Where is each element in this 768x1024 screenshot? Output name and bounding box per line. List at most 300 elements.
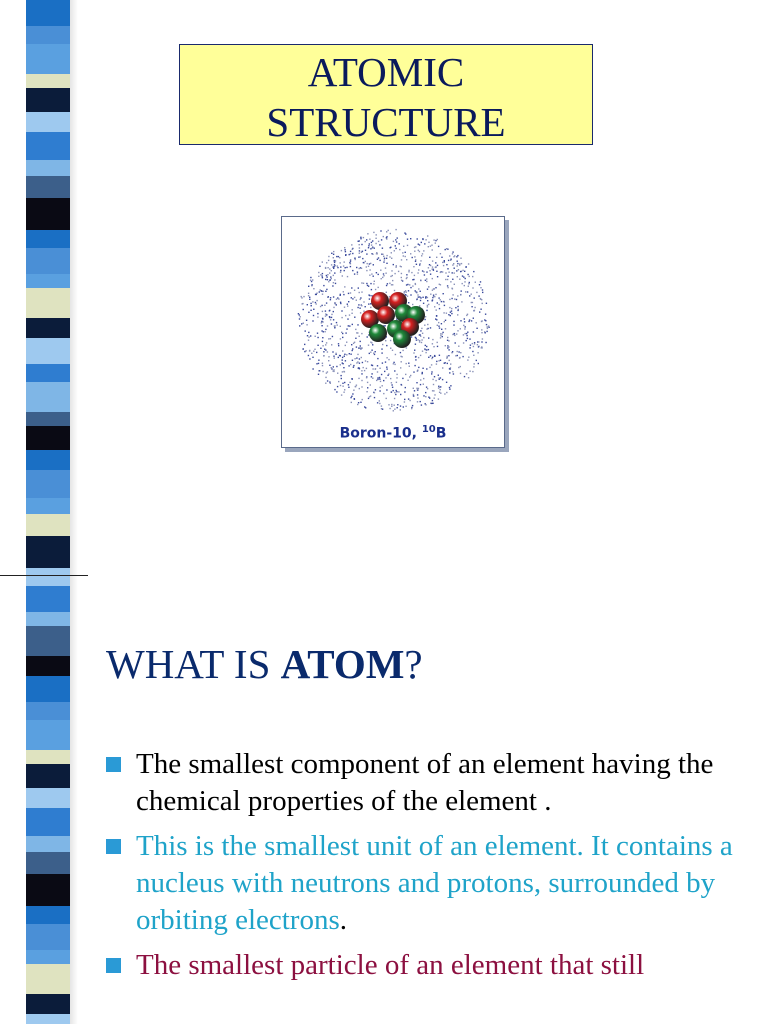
electron-cloud-dot	[300, 316, 301, 317]
electron-cloud-dot	[379, 400, 380, 401]
electron-cloud-dot	[449, 307, 450, 308]
electron-cloud-dot	[472, 276, 473, 277]
electron-cloud-dot	[331, 368, 332, 369]
electron-cloud-dot	[395, 354, 396, 355]
electron-cloud-dot	[352, 360, 353, 361]
electron-cloud-dot	[438, 322, 439, 323]
border-segment	[26, 412, 70, 426]
electron-cloud-dot	[343, 371, 344, 372]
electron-cloud-dot	[384, 259, 385, 260]
electron-cloud-dot	[312, 357, 313, 358]
electron-cloud-dot	[372, 254, 373, 255]
electron-cloud-dot	[437, 342, 438, 343]
electron-cloud-dot	[371, 342, 372, 343]
electron-cloud-dot	[360, 402, 361, 403]
electron-cloud-dot	[432, 343, 433, 344]
electron-cloud-dot	[422, 270, 423, 271]
electron-cloud-dot	[446, 382, 447, 383]
electron-cloud-dot	[359, 358, 360, 359]
electron-cloud-dot	[383, 273, 384, 274]
electron-cloud-dot	[358, 241, 359, 242]
electron-cloud-dot	[359, 368, 360, 369]
electron-cloud-dot	[421, 342, 422, 343]
electron-cloud-dot	[356, 346, 357, 347]
border-segment	[26, 338, 70, 364]
bullet-text: The smallest component of an element having the chemical properties of the element .	[136, 748, 714, 817]
electron-cloud-dot	[351, 313, 352, 314]
electron-cloud-dot	[476, 292, 477, 293]
electron-cloud-dot	[428, 304, 429, 305]
electron-cloud-dot	[432, 266, 433, 267]
electron-cloud-dot	[360, 299, 361, 300]
electron-cloud-dot	[467, 338, 468, 339]
electron-cloud-dot	[420, 379, 421, 380]
electron-cloud-dot	[344, 249, 345, 250]
electron-cloud-dot	[368, 245, 369, 246]
neutron-sphere	[369, 324, 387, 342]
electron-cloud-dot	[375, 389, 376, 390]
electron-cloud-dot	[457, 261, 458, 262]
electron-cloud-dot	[406, 347, 407, 348]
electron-cloud-dot	[415, 356, 416, 357]
electron-cloud-dot	[401, 356, 402, 357]
electron-cloud-dot	[340, 385, 341, 386]
border-segment	[26, 514, 70, 536]
electron-cloud-dot	[308, 336, 309, 337]
electron-cloud-dot	[451, 308, 452, 309]
electron-cloud-dot	[325, 279, 326, 280]
electron-cloud-dot	[359, 308, 360, 309]
electron-cloud-dot	[471, 294, 472, 295]
electron-cloud-dot	[444, 393, 445, 394]
electron-cloud-dot	[481, 341, 482, 342]
electron-cloud-dot	[379, 260, 380, 261]
electron-cloud-dot	[462, 270, 463, 271]
electron-cloud-dot	[435, 240, 436, 241]
electron-cloud-dot	[386, 398, 387, 399]
border-segment	[26, 248, 70, 274]
electron-cloud-dot	[421, 404, 422, 405]
electron-cloud-dot	[438, 375, 439, 376]
electron-cloud-dot	[349, 353, 350, 354]
electron-cloud-dot	[377, 379, 378, 380]
electron-cloud-dot	[367, 285, 368, 286]
electron-cloud-dot	[348, 301, 349, 302]
electron-cloud-dot	[337, 373, 338, 374]
electron-cloud-dot	[448, 272, 449, 273]
electron-cloud-dot	[414, 251, 415, 252]
electron-cloud-dot	[480, 287, 481, 288]
border-segment	[26, 450, 70, 470]
electron-cloud-dot	[373, 283, 374, 284]
electron-cloud-dot	[414, 256, 415, 257]
electron-cloud-dot	[330, 383, 331, 384]
electron-cloud-dot	[430, 246, 431, 247]
electron-cloud-dot	[427, 300, 428, 301]
electron-cloud-dot	[461, 263, 462, 264]
electron-cloud-dot	[472, 343, 473, 344]
electron-cloud-dot	[305, 330, 306, 331]
electron-cloud-dot	[449, 255, 450, 256]
electron-cloud-dot	[363, 237, 364, 238]
electron-cloud-dot	[321, 325, 322, 326]
electron-cloud-dot	[405, 233, 406, 234]
electron-cloud-dot	[440, 335, 441, 336]
electron-cloud-dot	[431, 358, 432, 359]
electron-cloud-dot	[449, 372, 450, 373]
electron-cloud-dot	[325, 344, 326, 345]
electron-cloud-dot	[454, 335, 455, 336]
electron-cloud-dot	[466, 373, 467, 374]
electron-cloud-dot	[406, 274, 407, 275]
electron-cloud-dot	[344, 307, 345, 308]
bullet-square-icon	[106, 757, 121, 772]
electron-cloud-dot	[419, 341, 420, 342]
electron-cloud-dot	[340, 326, 341, 327]
electron-cloud-dot	[324, 305, 325, 306]
electron-cloud-dot	[342, 350, 343, 351]
bullet-item	[104, 746, 754, 820]
electron-cloud-dot	[478, 341, 479, 342]
electron-cloud-dot	[332, 285, 333, 286]
electron-cloud-dot	[478, 346, 479, 347]
electron-cloud-dot	[376, 380, 377, 381]
electron-cloud-dot	[341, 250, 342, 251]
electron-cloud-dot	[350, 253, 351, 254]
electron-cloud-dot	[440, 253, 441, 254]
electron-cloud-dot	[444, 305, 445, 306]
electron-cloud-dot	[383, 256, 384, 257]
electron-cloud-dot	[426, 346, 427, 347]
electron-cloud-dot	[435, 242, 436, 243]
border-segment	[26, 198, 70, 230]
electron-cloud-dot	[425, 280, 426, 281]
electron-cloud-dot	[321, 322, 322, 323]
electron-cloud-dot	[326, 262, 327, 263]
electron-cloud-dot	[488, 327, 489, 328]
electron-cloud-dot	[318, 374, 319, 375]
electron-cloud-dot	[322, 337, 323, 338]
electron-cloud-dot	[359, 292, 360, 293]
electron-cloud-dot	[328, 356, 329, 357]
electron-cloud-dot	[358, 304, 359, 305]
electron-cloud-dot	[415, 359, 416, 360]
electron-cloud-dot	[442, 336, 443, 337]
electron-cloud-dot	[439, 392, 440, 393]
electron-cloud-dot	[322, 311, 323, 312]
electron-cloud-dot	[405, 290, 406, 291]
electron-cloud-dot	[413, 388, 414, 389]
electron-cloud-dot	[385, 377, 386, 378]
electron-cloud-dot	[424, 348, 425, 349]
electron-cloud-dot	[320, 306, 321, 307]
electron-cloud-dot	[418, 288, 419, 289]
electron-cloud-dot	[443, 265, 444, 266]
electron-cloud-dot	[432, 290, 433, 291]
border-segment	[26, 720, 70, 750]
electron-cloud-dot	[349, 254, 350, 255]
electron-cloud-dot	[360, 341, 361, 342]
electron-cloud-dot	[381, 374, 382, 375]
electron-cloud-dot	[333, 356, 334, 357]
electron-cloud-dot	[412, 285, 413, 286]
electron-cloud-dot	[352, 348, 353, 349]
electron-cloud-dot	[368, 266, 369, 267]
electron-cloud-dot	[474, 363, 475, 364]
caption-symbol: B	[435, 425, 447, 442]
electron-cloud-dot	[355, 338, 356, 339]
electron-cloud-dot	[342, 337, 343, 338]
electron-cloud-dot	[442, 271, 443, 272]
electron-cloud-dot	[344, 247, 345, 248]
electron-cloud-dot	[340, 303, 341, 304]
electron-cloud-dot	[354, 317, 355, 318]
electron-cloud-dot	[441, 257, 442, 258]
electron-cloud-dot	[448, 314, 449, 315]
electron-cloud-dot	[429, 397, 430, 398]
electron-cloud-dot	[332, 370, 333, 371]
electron-cloud-dot	[440, 299, 441, 300]
electron-cloud-dot	[362, 258, 363, 259]
electron-cloud-dot	[440, 386, 441, 387]
electron-cloud-dot	[411, 408, 412, 409]
electron-cloud-dot	[471, 306, 472, 307]
electron-cloud-dot	[434, 376, 435, 377]
electron-cloud-dot	[439, 284, 440, 285]
electron-cloud-dot	[476, 328, 477, 329]
electron-cloud-dot	[327, 380, 328, 381]
electron-cloud-dot	[481, 332, 482, 333]
electron-cloud-dot	[312, 320, 313, 321]
electron-cloud-dot	[382, 344, 383, 345]
electron-cloud-dot	[393, 362, 394, 363]
electron-cloud-dot	[455, 342, 456, 343]
electron-cloud-dot	[460, 271, 461, 272]
electron-cloud-dot	[482, 338, 483, 339]
electron-cloud-dot	[363, 262, 364, 263]
electron-cloud-dot	[416, 382, 417, 383]
electron-cloud-dot	[468, 283, 469, 284]
electron-cloud-dot	[391, 406, 392, 407]
electron-cloud-dot	[450, 363, 451, 364]
electron-cloud-dot	[417, 397, 418, 398]
electron-cloud-dot	[481, 299, 482, 300]
electron-cloud-dot	[436, 361, 437, 362]
electron-cloud-dot	[392, 284, 393, 285]
electron-cloud-dot	[393, 241, 394, 242]
electron-cloud-dot	[345, 345, 346, 346]
electron-cloud-dot	[401, 361, 402, 362]
electron-cloud-dot	[371, 273, 372, 274]
electron-cloud-dot	[328, 296, 329, 297]
electron-cloud-dot	[378, 287, 379, 288]
electron-cloud-dot	[322, 277, 323, 278]
electron-cloud-dot	[458, 351, 459, 352]
border-segment	[26, 702, 70, 720]
electron-cloud-dot	[440, 393, 441, 394]
border-segment	[26, 626, 70, 656]
electron-cloud-dot	[343, 291, 344, 292]
electron-cloud-dot	[422, 253, 423, 254]
electron-cloud-dot	[438, 378, 439, 379]
electron-cloud-dot	[456, 299, 457, 300]
electron-cloud-dot	[467, 332, 468, 333]
border-segment	[26, 112, 70, 132]
electron-cloud-dot	[310, 335, 311, 336]
electron-cloud-dot	[366, 377, 367, 378]
electron-cloud-dot	[399, 243, 400, 244]
electron-cloud-dot	[468, 286, 469, 287]
electron-cloud-dot	[390, 247, 391, 248]
electron-cloud-dot	[298, 313, 299, 314]
electron-cloud-dot	[359, 250, 360, 251]
electron-cloud-dot	[331, 253, 332, 254]
electron-cloud-dot	[421, 255, 422, 256]
electron-cloud-dot	[423, 303, 424, 304]
electron-cloud-dot	[426, 328, 427, 329]
electron-cloud-dot	[361, 305, 362, 306]
electron-cloud-dot	[481, 320, 482, 321]
electron-cloud-dot	[458, 269, 459, 270]
electron-cloud-dot	[331, 314, 332, 315]
electron-cloud-dot	[375, 351, 376, 352]
electron-cloud-dot	[400, 405, 401, 406]
electron-cloud-dot	[394, 290, 395, 291]
electron-cloud-dot	[468, 321, 469, 322]
electron-cloud-dot	[434, 394, 435, 395]
heading-prefix: WHAT IS	[106, 641, 281, 687]
electron-cloud-dot	[394, 398, 395, 399]
electron-cloud-dot	[370, 307, 371, 308]
electron-cloud-dot	[330, 276, 331, 277]
electron-cloud-dot	[359, 268, 360, 269]
electron-cloud-dot	[383, 275, 384, 276]
electron-cloud-dot	[338, 298, 339, 299]
electron-cloud-dot	[452, 264, 453, 265]
electron-cloud-dot	[299, 318, 300, 319]
electron-cloud-dot	[407, 380, 408, 381]
electron-cloud-dot	[467, 291, 468, 292]
electron-cloud-dot	[454, 298, 455, 299]
border-segment	[26, 586, 70, 612]
electron-cloud-dot	[464, 328, 465, 329]
electron-cloud-dot	[408, 363, 409, 364]
electron-cloud-dot	[466, 340, 467, 341]
electron-cloud-dot	[322, 341, 323, 342]
electron-cloud-dot	[410, 238, 411, 239]
electron-cloud-dot	[308, 340, 309, 341]
electron-cloud-dot	[369, 275, 370, 276]
electron-cloud-dot	[445, 272, 446, 273]
electron-cloud-dot	[304, 351, 305, 352]
electron-cloud-dot	[372, 240, 373, 241]
electron-cloud-dot	[331, 264, 332, 265]
electron-cloud-dot	[389, 283, 390, 284]
electron-cloud-dot	[371, 289, 372, 290]
electron-cloud-dot	[419, 340, 420, 341]
electron-cloud-dot	[413, 352, 414, 353]
electron-cloud-dot	[457, 355, 458, 356]
electron-cloud-dot	[349, 262, 350, 263]
electron-cloud-dot	[437, 325, 438, 326]
electron-cloud-dot	[484, 319, 485, 320]
electron-cloud-dot	[430, 355, 431, 356]
electron-cloud-dot	[432, 339, 433, 340]
electron-cloud-dot	[303, 348, 304, 349]
electron-cloud-dot	[378, 241, 379, 242]
electron-cloud-dot	[362, 362, 363, 363]
electron-cloud-dot	[437, 346, 438, 347]
electron-cloud-dot	[333, 311, 334, 312]
electron-cloud-dot	[331, 317, 332, 318]
electron-cloud-dot	[332, 336, 333, 337]
electron-cloud-dot	[386, 263, 387, 264]
electron-cloud-dot	[423, 378, 424, 379]
electron-cloud-dot	[405, 406, 406, 407]
border-segment	[26, 274, 70, 288]
electron-cloud-dot	[482, 303, 483, 304]
electron-cloud-dot	[460, 373, 461, 374]
electron-cloud-dot	[462, 283, 463, 284]
electron-cloud-dot	[449, 368, 450, 369]
electron-cloud-dot	[401, 273, 402, 274]
electron-cloud-dot	[405, 256, 406, 257]
electron-cloud-dot	[304, 344, 305, 345]
electron-cloud-dot	[336, 391, 337, 392]
electron-cloud-dot	[449, 389, 450, 390]
electron-cloud-dot	[450, 281, 451, 282]
electron-cloud-dot	[436, 363, 437, 364]
electron-cloud-dot	[366, 283, 367, 284]
electron-cloud-dot	[404, 399, 405, 400]
electron-cloud-dot	[391, 284, 392, 285]
electron-cloud-dot	[436, 315, 437, 316]
electron-cloud-dot	[415, 290, 416, 291]
electron-cloud-dot	[453, 321, 454, 322]
electron-cloud-dot	[401, 384, 402, 385]
electron-cloud-dot	[325, 310, 326, 311]
electron-cloud-dot	[323, 351, 324, 352]
electron-cloud-dot	[434, 296, 435, 297]
electron-cloud-dot	[365, 250, 366, 251]
electron-cloud-dot	[395, 248, 396, 249]
electron-cloud-dot	[395, 239, 396, 240]
electron-cloud-dot	[457, 310, 458, 311]
caption-text: Boron-10,	[339, 425, 422, 442]
electron-cloud-dot	[317, 316, 318, 317]
electron-cloud-dot	[436, 309, 437, 310]
electron-cloud-dot	[418, 244, 419, 245]
electron-cloud-dot	[393, 363, 394, 364]
electron-cloud-dot	[337, 324, 338, 325]
electron-cloud-dot	[454, 272, 455, 273]
bullet-trailing-period: .	[339, 904, 348, 936]
electron-cloud-dot	[393, 390, 394, 391]
electron-cloud-dot	[327, 279, 328, 280]
electron-cloud-dot	[350, 261, 351, 262]
electron-cloud-dot	[452, 334, 453, 335]
electron-cloud-dot	[348, 365, 349, 366]
electron-cloud-dot	[471, 320, 472, 321]
electron-cloud-dot	[412, 304, 413, 305]
electron-cloud-dot	[438, 326, 439, 327]
electron-cloud-dot	[391, 384, 392, 385]
electron-cloud-dot	[317, 345, 318, 346]
border-segment	[26, 426, 70, 450]
electron-cloud-dot	[342, 371, 343, 372]
electron-cloud-dot	[457, 306, 458, 307]
electron-cloud-dot	[333, 275, 334, 276]
